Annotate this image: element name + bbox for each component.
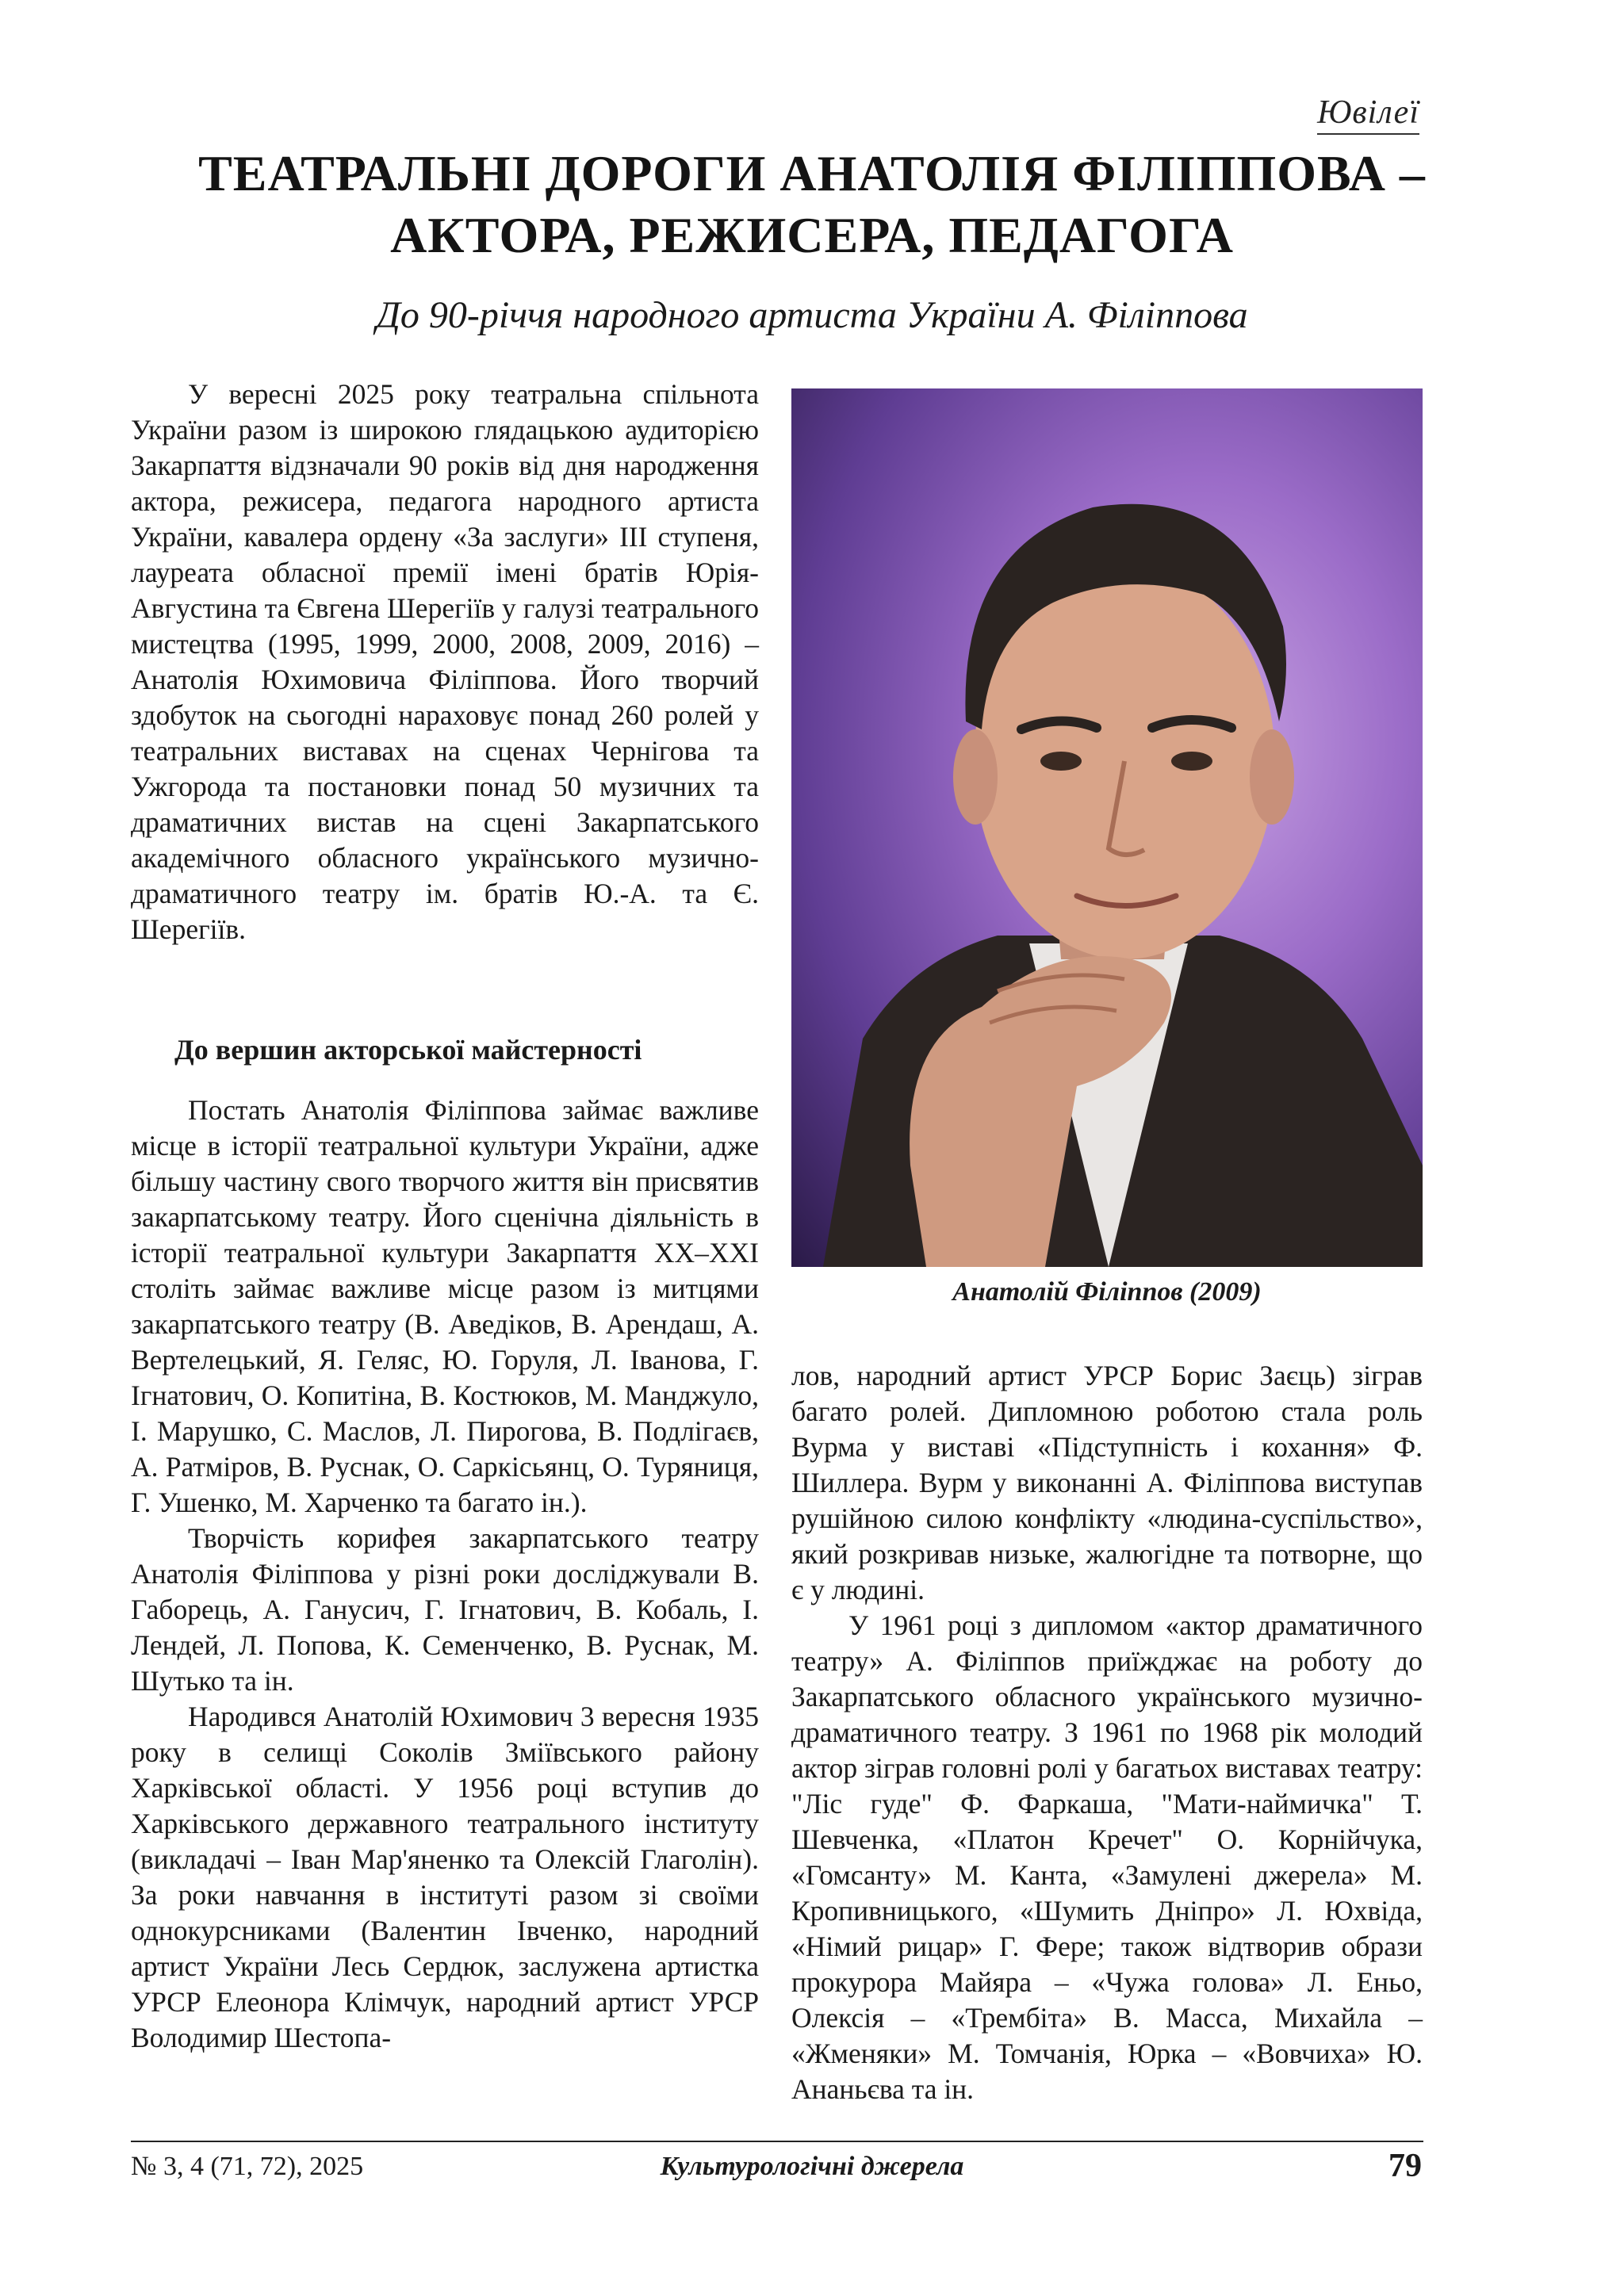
page-number: 79	[1388, 2148, 1422, 2184]
title-line-1: ТЕАТРАЛЬНІ ДОРОГИ АНАТОЛІЯ ФІЛІППОВА –	[198, 145, 1426, 201]
photo-caption: Анатолій Філіппов (2009)	[952, 1277, 1262, 1307]
intro-paragraph: У вересні 2025 року театральна спільнота України разом із широкою глядацькою аудиторією Закарпаття відзначали 90 років від дня народження актора, режисера, педагога народного артиста України, кавалера ордену «За заслуги» ІІІ ступеня, лауреата обласної премії імені братів Юрія-Августина та Євгена Шерегіїв у галузі театрального мистецтва (1995, 1999, 2000, 2008, 2009, 2016) – Анатолія Юхимовича Філіппова. Його творчий здобуток на сьогодні нараховує понад 260 ролей у театральних виставах на сценах Чернігова та Ужгорода та постановки понад 50 музичних та драматичних вистав на сцені Закарпатського академічного обласного українського музично-драматичного театру ім. братів Ю.-А. та Є. Шерегіїв.	[131, 378, 759, 945]
body-paragraph-2: Творчість корифея закарпатського театру Анатолія Філіппова у різні роки досліджували В. Габорець, А. Ганусич, Г. Ігнатович, В. Кобаль, І. Лендей, Л. Попова, К. Семенченко, В. Руснак, М. Шутько та ін.	[131, 1522, 759, 1697]
right-column	[791, 1358, 1423, 2107]
footer-journal: Культурологічні джерела	[660, 2152, 964, 2181]
section-rubric: Ювілеї	[1317, 94, 1419, 135]
left-column	[131, 1093, 759, 2056]
article-title	[95, 143, 1529, 266]
body-paragraph-3: Народився Анатолій Юхимович 3 вересня 1935 року в селищі Соколів Зміївського району Харківської області. У 1956 році вступив до Харківського державного театрального інституту (викладачі – Іван Мар'яненко та Олексій Глаголін). За роки навчання в інституті разом зі своїми однокурсниками (Валентин Івченко, народний артист України Лесь Сердюк, заслужена артистка УРСР Елеонора Клімчук, народний артист УРСР Володимир Шестопа-	[131, 1701, 759, 2053]
body-paragraph-1: Постать Анатолія Філіппова займає важливе місце в історії театральної культури України, адже більшу частину свого творчого життя він присвятив закарпатському театру. Його сценічна діяльність в історії театральної культури Закарпаття XX–XXI століть займає важливе місце разом із митцями закарпатського театру (В. Аведіков, В. Арендаш, А. Вертелецький, Я. Геляс, Ю. Горуля, Л. Іванова, Г. Ігнатович, О. Копитіна, В. Костюков, М. Манджуло, І. Марушко, С. Маслов, Л. Пирогова, В. Подлігаєв, А. Ратміров, В. Руснак, О. Саркісьянц, О. Туряниця, Г. Ушенко, М. Харченко та багато ін.).	[131, 1094, 759, 1518]
right-paragraph-1: лов, народний артист УРСР Борис Заєць) зіграв багато ролей. Дипломною роботою стала роль Вурма у виставі «Підступність і кохання» Ф. Шиллера. Вурм у виконанні А. Філіппова виступав рушійною силою конфлікту «людина-суспільство», який розкривав низьке, жалюгідне та потворне, що є у людині.	[791, 1360, 1423, 1605]
intro-column	[131, 377, 759, 947]
portrait-photo	[791, 388, 1423, 1267]
title-line-2: АКТОРА, РЕЖИСЕРА, ПЕДАГОГА	[390, 207, 1234, 263]
right-paragraph-2: У 1961 році з дипломом «актор драматичного театру» А. Філіппов приїжджає на роботу до Закарпатського обласного українського музично-драматичного театру. З 1961 по 1968 рік молодий актор зіграв головні ролі у багатьох виставах театру: "Ліс гуде" Ф. Фаркаша, "Мати-наймичка" Т. Шевченка, «Платон Кречет" О. Корнійчука, «Гомсанту» М. Канта, «Замулені джерела» М. Кропивницького, «Шумить Дніпро» Л. Юхвіда, «Німий рицар» Г. Фере; також відтворив образи прокурора Майяра – «Чужа голова» Л. Еньо, Олексія – «Трембіта» В. Масса, Михайла – «Жменяки» М. Томчанія, Юрка – «Вовчиха» Ю. Ананьєва та ін.	[791, 1609, 1423, 2105]
section-heading: До вершин акторської майстерності	[174, 1034, 642, 1066]
article-subtitle: До 90-річчя народного артиста України А. Філіппова	[376, 294, 1248, 336]
portrait-illustration	[791, 388, 1423, 1267]
footer-divider	[131, 2141, 1423, 2142]
footer-issue: № 3, 4 (71, 72), 2025	[131, 2152, 364, 2181]
